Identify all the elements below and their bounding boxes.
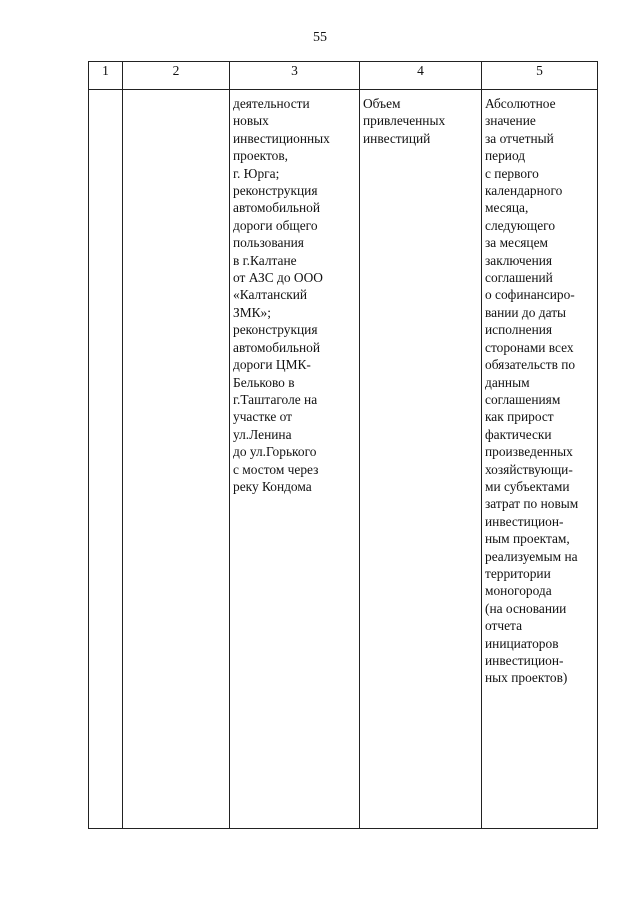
indicator-table [88, 61, 598, 829]
header-col-3: 3 [230, 62, 360, 90]
table-row [89, 90, 598, 829]
cell-col-2-text [123, 90, 229, 95]
header-col-4: 4 [360, 62, 482, 90]
header-col-2: 2 [123, 62, 230, 90]
cell-col-3-text: деятельности новых инвестиционных проектов, г. Юрга; реконструкция автомобильной дороги общего пользования в г.Калтане от АЗС до ООО «Калтанский ЗМК»; реконструкция автомобильной дороги ЦМК- Бельково в г.Таштаголе на участке от ул.Ленина до ул.Горького с мостом через реку Кондома [233, 96, 330, 494]
cell-col-1 [89, 90, 123, 829]
cell-col-5-text: Абсолютное значение за отчетный период с первого календарного месяца, следующего за месяцем заключения соглашений о софинансиро- вании до даты исполнения сторонами всех обязательств по данным соглашениям как прирост фактически произведенных хозяйствующи- ми субъектами затрат по новым инвестицион- ным проектам, реализуемым на территории моногорода (на основании отчета инициаторов инвестицион- ных проектов) [485, 96, 579, 686]
cell-col-4 [360, 90, 482, 829]
cell-col-5 [482, 90, 598, 829]
cell-col-4-text: Объем привлеченных инвестиций [363, 96, 446, 146]
table-header-row [89, 62, 598, 90]
page-number: 55 [313, 30, 327, 45]
header-col-5: 5 [482, 62, 598, 90]
cell-col-3 [230, 90, 360, 829]
cell-col-2 [123, 90, 230, 829]
header-col-1: 1 [89, 62, 123, 90]
cell-col-1-text [89, 90, 122, 95]
